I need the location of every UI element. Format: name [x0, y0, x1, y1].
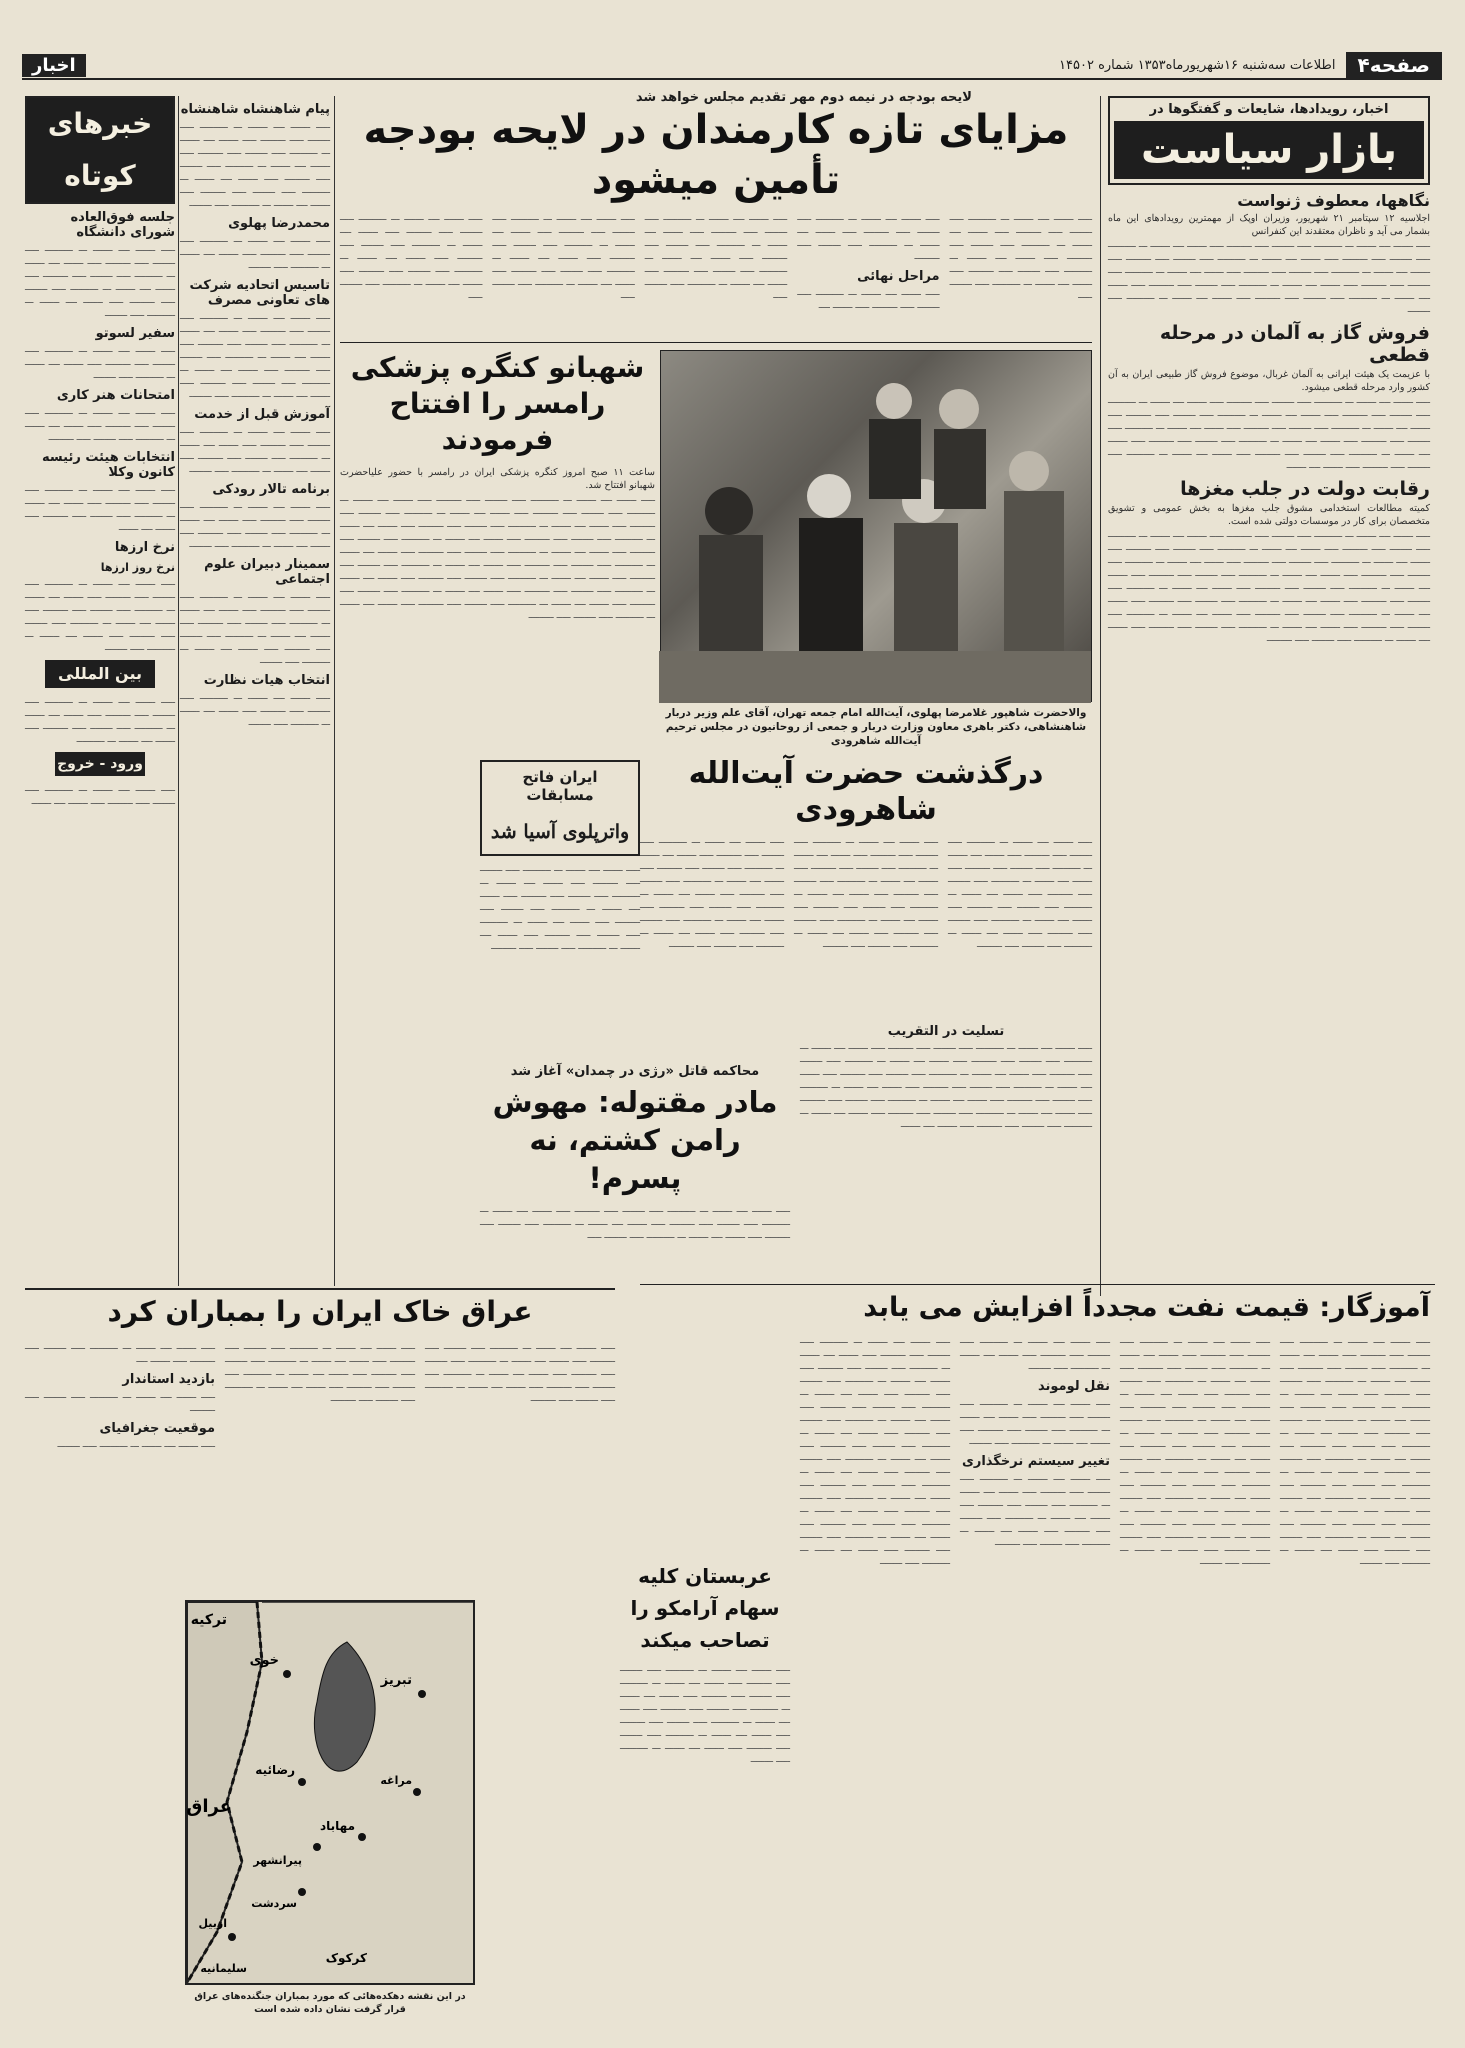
congress-headline: شهبانو کنگره پزشکی رامسر را افتتاح فرمودند [350, 351, 645, 456]
politics-item1-text: اجلاسیه ۱۲ سپتامبر ۲۱ شهریور، وزیران اوپک از مهمترین رویدادهای این ماه بشمار می آید و ناظران معتقدند این کنفرانس [1108, 213, 1430, 237]
budget-story [340, 90, 1092, 340]
map-label-sulaymaniyah: سلیمانیه [200, 1962, 247, 1975]
filler-text: ـــــ ـــــــ ــــ ـــــــ ـــ ــــــــــ ـــــ ــــــــ ـــــ ـــــــــ ـــــ ـــــــ ــــ ـــــــ ـــ ــــــــــ ـــــ ــــــــ ـــــ ـــــــــ ـــــ ـــــــ ــــ ـــــــ ـــ ــــــــــ ـــــ ــــــــ [180, 500, 330, 550]
trial-headline: مادر مقتوله: مهوش رامن کشتم، نه پسرم! [492, 1085, 778, 1195]
filler-text: ـــــ ـــــــ ــــ ـــــــ ـــ ــــــــــ ـــــ ــــــــ ـــــ ـــــــــ ـــــ ـــــــ ــــ ـــــــ ـــ ــــــــــ ـــــ ــــــــ ـــــ ـــــــــ ـــــ ـــــــ ــــ ـــــــ ـــ ــــــــــ ـــــ ــــــــ ـــــ ـــــــــ ـــــ ـــــــ ــــ ـــــــ ـــ ــــــــــ ـــــ ــــــــ [25, 243, 175, 319]
filler-text: ـــــ ـــــــ ــــ ـــــــ ـــ ــــــــــ ـــــ ــــــــ ـــــ ـــــــــ ـــــ ـــــــ ــــ ـــــــ ـــ ــــــــــ ـــــ ــــــــ ـــــ ـــــــــ ـــــ ـــــــ ــــ ـــــــ ـــ ــــــــــ ـــــ ــــــــ ـــــ ـــــــــ ـــــ ـــــــ ــــ ـــــــ ـــ ــــــــــ ـــــ ــــــــ ـــــ ـــــــــ ـــــ ـــــــ ــــ ـــــــ ـــ ــــــــــ ـــــ ــــــــ ـــــ ـــــــــ ـــــ ـــــــ ــــ ـــــــ ـــ ــــــــــ ـــــ ــــــــ ـــــ ـــــــــ ـــــ ـــــــ ــــ ـــــــ ـــ ــــــــــ ـــــ ــــــــ ـــــ ـــــــــ ـــــ ـــــــ ــــ ـــــــ ـــ ــــــــــ ـــــ ــــــــ ـــــ ـــــــــ ـــــ ـــــــ ــــ ـــــــ ـــ ــــــــــ ـــــ ــــــــ ـــــ ـــــــــ ـــــ ـــــــ ــــ ـــــــ ـــ ــــــــــ ـــــ ــــــــ ـــــ ـــــــــ ـــــ ـــــــ ــــ ـــــــ ـــ ــــــــــ ـــــ ــــــــ ـــــ ـــــــــ ـــــ ـــــــ ــــ ـــــــ ـــ ــــــــــ ـــــ ــــــــ [1120, 1335, 1270, 1567]
filler-text: ـــــ ـــــــ ــــ ـــــــ ـــ ــــــــــ ـــــ ــــــــ ـــــ ـــــــــ ـــــ ـــــــ ــــ ـــــــ ـــ ــــــــــ ـــــ ــــــــ ـــــ ـــــــــ ـــــ ـــــــ ــــ ـــــــ ـــ ــــــــــ ـــــ ــــــــ ـــــ ـــــــــ ـــــ ـــــــ ــــ ـــــــ ـــ ــــــــــ ـــــ ــــــــ [25, 577, 175, 653]
lake-urmia [314, 1642, 375, 1771]
budget-columns [340, 211, 1092, 312]
training-title: آموزش قبل از خدمت [194, 407, 330, 422]
oil-sub2: تغییر سیستم نرخگذاری [961, 1454, 1110, 1469]
oil-headline: آموزگار: قیمت نفت مجدداً افزایش می یابد [863, 1292, 1430, 1323]
page-label: صفحه۴ [1346, 52, 1442, 78]
shahroudi-headline: درگذشت حضرت آیت‌الله شاهرودی [688, 756, 1044, 827]
map-graphic [187, 1602, 473, 1983]
oil-columns [800, 1334, 1430, 1568]
condolence-title-text: تسلیت در التقریب [887, 1024, 1005, 1039]
filler-text: ـــــ ـــــــ ــــ ـــــــ ـــ ــــــــــ ـــــ ــــــــ ـــــ ـــــــــ ـــــ ـــــــ ــــ ـــــــ [25, 783, 175, 807]
column-rule [178, 96, 179, 1286]
map-label-maragheh: مراغه [380, 1774, 412, 1787]
section-label: اخبار [22, 54, 86, 77]
politics-item2-title: فروش گاز به آلمان در مرحله قطعی [1159, 322, 1430, 366]
filler-text: ـــــ ـــــــ ــــ ـــــــ ـــ ــــــــــ ـــــ ــــــــ ـــــ ـــــــــ ـــــ ـــــــ ــــ ـــــــ ـــ ــــــــــ ـــــ ــــــــ ـــــ ـــــــــ ـــــ ـــــــ ــــ ـــــــ ـــ ــــــــــ ـــــ ــــــــ ـــــ ـــــــــ ـــــ ـــــــ ــــ ـــــــ ـــ ــــــــــ ـــــ ــــــــ ـــــ ـــــــــ ـــــ ـــــــ ــــ ـــــــ ـــ ــــــــــ ـــــ ــــــــ ـــــ ـــــــــ ـــــ ـــــــ ــــ ـــــــ ـــ ــــــــــ ـــــ ــــــــ ـــــ ـــــــــ [948, 835, 1092, 950]
condolence-title [800, 1018, 1092, 1038]
map-label-rezaieh: رضائیه [255, 1763, 295, 1777]
map-label-erbil: اربیل [198, 1917, 227, 1930]
coop-title: تاسیس اتحادیه شرکت های تعاونی مصرف [189, 278, 330, 308]
filler-text: ـــــ ـــــــ ــــ ـــــــ ـــ ــــــــــ ـــــ ــــــــ ـــــ ـــــــــ ـــــ ـــــــ ــــ ـــــــ ـــ ــــــــــ ـــــ ــــــــ ـــــ ـــــــــ ـــــ ـــــــ ــــ ـــــــ ـــ ــــــــــ ـــــ ــــــــ ـــــ ـــــــــ ـــــ ـــــــ ــــ ـــــــ ـــ ــــــــــ ـــــ ــــــــ ـــــ ـــــــــ ـــــ ـــــــ ــــ ـــــــ ـــ ــــــــــ ـــــ ــــــــ ـــــ ـــــــــ ـــــ ـــــــ ــــ ـــــــ ـــ ــــــــــ ـــــ ــــــــ ـــــ ـــــــــ ـــــ ـــــــ ــــ ـــــــ ـــ ــــــــــ ـــــ ــــــــ ـــــ ـــــــــ ـــــ ـــــــ ــــ ـــــــ ـــ ــــــــــ ـــــ ــــــــ [1108, 239, 1430, 315]
map-label-turkey: ترکیه [190, 1612, 227, 1628]
filler-text: ـــــ ـــــــ ــــ ـــــــ ـــ ــــــــــ ـــــ ــــــــ ـــــ ـــــــــ ـــــ ـــــــ ــــ ـــــــ ـــ ــــــــــ ـــــ ــــــــ ـــــ ـــــــــ ـــــ ـــــــ ــــ ـــــــ [25, 483, 175, 533]
filler-text: ـــــ ـــــــ ــــ ـــــــ ـــ ــــــــــ ـــــ ــــــــ ـــــ ـــــــــ ـــــ ـــــــ ــــ ـــــــ ـــ ــــــــــ ـــــ ــــــــ ـــــ ـــــــــ ـــــ ـــــــ ــــ ـــــــ ـــ ــــــــــ [25, 695, 175, 745]
map-label-sardasht: سردشت [251, 1897, 297, 1910]
iraq-sub1: بازدید استاندار [122, 1372, 215, 1387]
city-dot [298, 1778, 306, 1786]
filler-text: ـــــ ـــــــ ــــ ـــــــ ـــ ــــــــــ ـــــ ــــــــ ـــــ ـــــــــ ـــــ ـــــــ ــــ ـــــــ ـــ ــــــــــ ـــــ ــــــــ ـــــ ـــــــــ ـــــ ـــــــ ــــ ـــــــ ـــ ــــــــــ ـــــ ــــــــ [960, 1397, 1110, 1447]
iraq-col-3 [25, 1340, 215, 1451]
rates-title: نرخ ارزها [114, 540, 175, 555]
filler-text: ـــــ ـــــــ ــــ ـــــــ ـــ ــــــــــ ـــــ ــــــــ ـــــ ـــــــــ ـــــ ـــــــ ــــ ـــــــ ـــ ــــــــــ ـــــ ــــــــ ـــــ ـــــــــ ـــــ ـــــــ ــــ ـــــــ ـــ ــــــــــ ـــــ ــــــــ ـــــ ـــــــــ ـــــ ـــــــ ــــ ـــــــ ـــ ــــــــــ ـــــ ــــــــ ـــــ ـــــــــ [425, 1341, 615, 1404]
rule [640, 1284, 1435, 1285]
arrivals-banner: ورود - خروج [55, 752, 145, 776]
issue-line: اطلاعات سه‌شنبه ۱۶شهریورماه۱۳۵۳ شماره ۱۴۵۰۲ [1059, 57, 1336, 73]
filler-text: ـــــ ـــــــ ــــ ـــــــ ـــ ــــــــــ ـــــ ــــــــ ـــــ ـــــــــ ـــــ ـــــــ ــــ ـــــــ ـــ ــــــــــ ـــــ ــــــــ ـــــ ـــــــــ ـــــ ـــــــ ــــ ـــــــ ـــ ــــــــــ ـــــ ــــــــ ـــــ ـــــــــ ـــــ ـــــــ ــــ ـــــــ ـــ ــــــــــ ـــــ ــــــــ ـــــ ـــــــــ ـــــ ـــــــ ــــ ـــــــ ـــ ــــــــــ ـــــ ــــــــ [180, 120, 330, 209]
filler-text: ـــــ ـــــــ ــــ ـــــــ ـــ ــــــــــ ـــــ ــــــــ ـــــ ـــــــــ [25, 1390, 215, 1414]
map-label-khoy: خوی [249, 1653, 279, 1668]
iraq-sub2: موقعیت جغرافیای [99, 1421, 215, 1436]
exams-title: امتحانات هنر کاری [56, 388, 175, 403]
filler-text: ـــــ ـــــــ ــــ ـــــــ ـــ ــــــــــ ـــــ ــــــــ ـــــ ـــــــــ ـــــ ـــــــ ــــ ـــــــ ـــ ــــــــــ ـــــ ــــــــ [960, 1335, 1110, 1372]
city-dot [418, 1690, 426, 1698]
politics-column [1108, 96, 1430, 1281]
seminar-title: سمینار دبیران علوم اجتماعی [204, 557, 330, 587]
oil-col-3 [960, 1334, 1110, 1568]
filler-text: ـــــ ـــــــ ــــ ـــــــ ـــ ــــــــــ ـــــ ــــــــ ـــــ ـــــــــ ـــــ ـــــــ ــــ ـــــــ ـــ ــــــــــ ـــــ ــــــــ ـــــ ـــــــــ ـــــ ـــــــ ــــ ـــــــ ـــ ــــــــــ ـــــ ــــــــ ـــــ ـــــــــ ـــــ ـــــــ ــــ ـــــــ ـــ ــــــــــ ـــــ ــــــــ ـــــ [492, 212, 635, 301]
city-dot [283, 1670, 291, 1678]
trial-story [480, 1064, 790, 1280]
shahroudi-columns [640, 834, 1092, 951]
budget-headline: مزایای تازه کارمندان در لایحه بودجه تأمین میشود [363, 107, 1069, 203]
filler-text: ـــــ ـــــــ ــــ ـــــــ ـــ ــــــــــ ـــــ ــــــــ ـــــ ـــــــــ ـــــ ـــــــ ــــ ـــــــ ـــ ــــــــــ ـــــ ــــــــ ـــــ ـــــــــ [797, 212, 940, 262]
aramco-headline: عربستان کلیه سهام آرامکو را تصاحب میکند [630, 1564, 780, 1652]
khodagram-title: برنامه تالار رودکی [212, 482, 330, 497]
politics-title: بازار سیاست [1114, 121, 1424, 179]
mourning-ceremony-photo [660, 350, 1092, 702]
filler-text: ـــــ ـــــــ ــــ ـــــــ ـــ ــــــــــ ـــــ ــــــــ ـــــ ـــــــــ ـــــ ـــــــ ــــ ـــــــ ـــ ــــــــــ ـــــ ــــــــ ـــــ ـــــــــ ـــــ ـــــــ ــــ ـــــــ ـــ ــــــــــ ـــــ ــــــــ ـــــ ـــــــــ ـــــ ـــــــ ــــ ـــــــ ـــ ــــــــــ ـــــ ــــــــ ـــــ ـــــــــ ـــــ ـــــــ ــــ ـــــــ ـــ ــــــــــ ـــــ ــــــــ ـــــ ـــــــــ ـــــ ـــــــ ــــ ـــــــ ـــ ــــــــــ ـــــ ــــــــ ـــــ ـــــــــ ـــــ ـــــــ ــــ ـــــــ ـــ ــــــــــ ـــــ ــــــــ ـــــ ـــــــــ ـــــ ـــــــ ــــ ـــــــ ـــ ــــــــــ ـــــ ــــــــ ـــــ ـــــــــ ـــــ ـــــــ ــــ ـــــــ ـــ ــــــــــ ـــــ ــــــــ ـــــ ـــــــــ ـــــ ـــــــ ــــ ـــــــ [800, 1041, 1092, 1130]
sports-headline: واترپلوی آسیا شد [490, 821, 630, 843]
iraq-headline: عراق خاک ایران را بمباران کرد [107, 1295, 533, 1328]
trial-kicker: محاکمه قاتل «رژی در چمدان» آغاز شد [510, 1064, 760, 1079]
shah-message-title: پیام شاهنشاه شاهنشاه [180, 102, 330, 117]
budget-col-2 [797, 211, 939, 312]
rates-subtitle: نرخ روز ارزها [100, 561, 175, 574]
filler-text: ـــــ ـــــــ ــــ ـــــــ ـــ ــــــــــ ـــــ ــــــــ ـــــ ـــــــــ ـــــ ـــــــ ــــ [797, 287, 940, 311]
queen-title: محمدرضا پهلوی [228, 216, 330, 231]
filler-text: ـــــ ـــــــ ــــ ـــــــ ـــ ــــــــــ ـــــ ــــــــ ـــــ ـــــــــ ـــــ ـــــــ ــــ ـــــــ ـــ ــــــــــ ـــــ ــــــــ ـــــ ـــــــــ ـــــ ـــــــ ــــ ـــــــ ـــ ــــــــــ ـــــ ــــــــ ـــــ ـــــــــ ـــــ ـــــــ ــــ ـــــــ ـــ ــــــــــ ـــــ ــــــــ ـــــ ـــــــــ ـــــ ـــــــ ــــ ـــــــ ـــ ــــــــــ ـــــ ــــــــ ـــــ ـــــــــ ـــــ ـــــــ ــــ ـــــــ ـــ ــــــــــ ـــــ ــــــــ ـــــ ـــــــــ ـــــ ـــــــ ــــ ـــــــ ـــ ــــــــــ ـــــ ــــــــ ـــــ ـــــــــ ـــــ ـــــــ ــــ ـــــــ ـــ ــــــــــ ـــــ ــــــــ ـــــ ـــــــــ ـــــ ـــــــ ــــ ـــــــ ـــ ــــــــــ ـــــ ــــــــ ـــــ ـــــــــ ـــــ ـــــــ ــــ ـــــــ ـــ ــــــــــ ـــــ ــــــــ ـــــ ـــــــــ ـــــ ـــــــ ــــ ـــــــ ـــ ــــــــــ ـــــ ــــــــ ـــــ ـــــــــ ـــــ ـــــــ ــــ ـــــــ ـــ ــــــــــ ـــــ ــــــــ [1280, 1335, 1430, 1567]
map-label-tabriz: تبریز [380, 1673, 412, 1688]
filler-text: ـــــ ـــــــ ــــ ـــــــ ـــ ــــــــــ ـــــ ــــــــ ـــــ ـــــــــ ـــــ ـــــــ ــــ ـــــــ ـــ ــــــــــ ـــــ ــــــــ [180, 234, 330, 271]
iraq-columns [25, 1340, 615, 1451]
rule [25, 1288, 615, 1290]
politics-item1-title: نگاهها، معطوف ژنواست [1237, 191, 1430, 210]
aramco-story [620, 1560, 790, 2030]
city-dot [358, 1833, 366, 1841]
filler-text: ـــــ ـــــــ ــــ ـــــــ ـــ ــــــــــ ـــــ ــــــــ ـــــ ـــــــــ ـــــ ـــــــ ــــ ـــــــ ـــ ــــــــــ ـــــ ــــــــ ـــــ ـــــــــ ـــــ ـــــــ ــــ ـــــــ ـــ ــــــــــ ـــــ ــــــــ ـــــ ـــــــــ ـــــ ـــــــ ــــ ـــــــ ـــ ــــــــــ ـــــ ــــــــ ـــــ [339, 212, 483, 301]
sports-text [480, 862, 640, 1062]
city-dot [313, 1843, 321, 1851]
oil-story [800, 1290, 1430, 2030]
iraq-border-map [185, 1600, 475, 1985]
filler-text: ـــــ ـــــــ ــــ ـــــــ ـــ ــــــــــ ـــــ ــــــــ ـــــ ـــــــــ ـــــ ـــــــ ــــ ـــــــ ـــ ــــــــــ ـــــ ــــــــ ـــــ ـــــــــ ـــــ ـــــــ ــــ ـــــــ ـــ ــــــــــ ـــــ ــــــــ ـــــ ـــــــــ ـــــ ـــــــ ــــ ـــــــ ـــ ــــــــــ ـــــ ــــــــ ـــــ ـــــــــ ـــــ ـــــــ ــــ ـــــــ ـــ ــــــــــ ـــــ ــــــــ [180, 311, 330, 400]
filler-text: ـــــ ـــــــ ــــ ـــــــ ـــ ــــــــــ ـــــ ــــــــ ـــــ ـــــــــ ـــــ ـــــــ ــــ ـــــــ ـــ ــــــــــ ـــــ ــــــــ ـــــ ـــــــــ ـــــ ـــــــ ــــ ـــــــ ـــ ــــــــــ ـــــ ــــــــ ـــــ ـــــــــ ـــــ ـــــــ ــــ ـــــــ ـــ ــــــــــ ـــــ ــــــــ ـــــ ـــــــــ [960, 1472, 1110, 1548]
city-dot [228, 1933, 236, 1941]
elections-title: انتخابات هیئت رئیسه کانون وکلا [42, 450, 175, 480]
map-label-mahabad: مهاباد [319, 1819, 355, 1833]
filler-text: ـــــ ـــــــ ــــ ـــــــ ـــ ــــــــــ ـــــ ــــــــ ـــــ ـــــــــ ـــــ ـــــــ ــــ ـــــــ ـــ ــــــــــ ـــــ ــــــــ ـــــ ـــــــــ ـــــ ـــــــ ــــ ـــــــ ـــ ــــــــــ ـــــ ــــــــ ـــــ ـــــــــ ـــــ ـــــــ ــــ ـــــــ ـــ ــــــــــ ـــــ ــــــــ ـــــ [949, 212, 1092, 301]
filler-text: ـــــ ـــــــ ــــ ـــــــ ـــ ــــــــــ ـــــ ــــــــ ـــــ ـــــــــ ـــــ ـــــــ ــــ ـــــــ ـــ ــــــــــ ـــــ ــــــــ ـــــ ـــــــــ ـــــ ـــــــ ــــ ـــــــ ـــ ــــــــــ ـــــ ــــــــ ـــــ ـــــــــ ـــــ ـــــــ ــــ ـــــــ ـــ ــــــــــ ـــــ ــــــــ ـــــ ـــــــــ ـــــ ـــــــ ــــ ـــــــ ـــ ــــــــــ ـــــ ــــــــ ـــــ ـــــــــ [480, 863, 640, 952]
column-rule [1100, 96, 1101, 1296]
sports-kicker: ایران فاتح مسابقات [522, 768, 598, 804]
map-caption: در این نقشه دهکده‌هائی که مورد بمباران جنگنده‌های عراق قرار گرفت نشان داده شده است [194, 1991, 466, 2015]
iraq-headline-box [25, 1294, 615, 1334]
politics-banner [1108, 96, 1430, 185]
photo-caption: والاحضرت شاهپور غلامرضا پهلوی، آیت‌الله امام جمعه تهران، آقای علم وزیر دربار شاهنشاهی، دکتر باهری معاون وزارت دربار و جمعی از روحانیون در مجلس ترحیم آیت‌الله شاهرودی [665, 707, 1087, 747]
filler-text: ـــــ ـــــــ ــــ ـــــــ ـــ ــــــــــ ـــــ ــــــــ ـــــ ـــــــــ ـــــ ـــــــ ــــ ـــــــ ـــ ــــــــــ ـــــ ــــــــ ـــــ ـــــــــ ـــــ ـــــــ ــــ ـــــــ ـــ ــــــــــ ـــــ ــــــــ ـــــ ـــــــــ ـــــ ـــــــ ــــ ـــــــ ـــ ــــــــــ ـــــ ــــــــ ـــــ ـــــــــ ـــــ ـــــــ ــــ ـــــــ ـــ ــــــــــ ـــــ ــــــــ ـــــ ـــــــــ ـــــ ـــــــ ــــ ـــــــ ـــ ــــــــــ ـــــ ــــــــ ـــــ ـــــــــ ـــــ ـــــــ ــــ ـــــــ ـــ ــــــــــ ـــــ ــــــــ ـــــ ـــــــــ ـــــ ـــــــ ــــ ـــــــ ـــ ــــــــــ ـــــ ــــــــ ـــــ ـــــــــ ـــــ ـــــــ ــــ ـــــــ [1108, 395, 1430, 471]
budget-subhead: مراحل نهائی [857, 269, 940, 284]
history-banner: بین المللی [45, 660, 155, 688]
sports-box [480, 760, 640, 856]
filler-text: ـــــ ـــــــ ــــ ـــــــ ـــ ــــــــــ ـــــ ــــــــ ـــــ ـــــــــ ـــــ ـــــــ ــــ ـــــــ ـــ ــــــــــ ـــــ ــــــــ ـــــ ـــــــــ ـــــ ـــــــ ــــ ـــــــ ـــ ــــــــــ ـــــ ــــــــ ـــــ ـــــــــ ـــــ ـــــــ ــــ ـــــــ ـــ ــــــــــ ـــــ ــــــــ ـــــ [480, 1204, 790, 1241]
filler-text: ـــــ ـــــــ ــــ ـــــــ ـــ ــــــــــ ـــــ ــــــــ ـــــ ـــــــــ ـــــ ـــــــ ــــ [25, 1341, 215, 1365]
filler-text: ـــــ ـــــــ ــــ ـــــــ ـــ ــــــــــ ـــــ ــــــــ ـــــ ـــــــــ ـــــ ـــــــ ــــ ـــــــ ـــ ــــــــــ ـــــ ــــــــ ـــــ ـــــــــ ـــــ ـــــــ ــــ ـــــــ ـــ ــــــــــ ـــــ ــــــــ ـــــ ـــــــــ ـــــ ـــــــ ــــ ـــــــ ـــ ــــــــــ ـــــ ــــــــ ـــــ ـــــــــ [225, 1341, 415, 1404]
politics-item3-text: کمیته مطالعات استخدامی مشوق جلب مغزها به بخش عمومی و تشویق متخصصان برای کار در موسسات دولتی شده است. [1108, 503, 1430, 527]
middle-column [180, 96, 330, 1286]
left-column [25, 96, 175, 1286]
filler-text: ـــــ ـــــــ ــــ ـــــــ ـــ ــــــــــ ـــــ ــــــــ ـــــ ـــــــــ ـــــ ـــــــ ــــ ـــــــ ـــ ــــــــــ ـــــ ــــــــ ـــــ ـــــــــ ـــــ ـــــــ ــــ ـــــــ ـــ ــــــــــ ـــــ ــــــــ ـــــ ـــــــــ ـــــ ـــــــ ــــ ـــــــ ـــ ــــــــــ ـــــ ــــــــ [180, 590, 330, 666]
filler-text: ـــــ ـــــــ ــــ ـــــــ ـــ ــــــــــ ـــــ ــــــــ ـــــ ـــــــــ ـــــ ـــــــ ــــ ـــــــ ـــ ــــــــــ ـــــ ــــــــ ـــــ ـــــــــ ـــــ ـــــــ ــــ ـــــــ ـــ ــــــــــ ـــــ ــــــــ ـــــ ـــــــــ ـــــ ـــــــ ــــ ـــــــ ـــ ــــــــــ ـــــ ــــــــ ـــــ ـــــــــ ـــــ ـــــــ ــــ ـــــــ ـــ ــــــــــ ـــــ ــــــــ ـــــ ـــــــــ ـــــ ـــــــ ــــ ـــــــ ـــ ــــــــــ ـــــ ــــــــ ـــــ ـــــــــ [640, 835, 784, 950]
filler-text: ـــــ ـــــــ ــــ ـــــــ ـــ ــــــــــ ـــــ ــــــــ [57, 1439, 215, 1450]
side-headline: جلسه فوق‌العاده شورای دانشگاه [70, 210, 175, 240]
masthead [22, 52, 1442, 80]
filler-text: ـــــ ـــــــ ــــ ـــــــ ـــ ــــــــــ ـــــ ــــــــ ـــــ ـــــــــ ـــــ ـــــــ ــــ ـــــــ ـــ ــــــــــ ـــــ ــــــــ ـــــ ـــــــــ ـــــ ـــــــ ــــ ـــــــ ـــ ــــــــــ ـــــ ــــــــ ـــــ ـــــــــ ـــــ ـــــــ ــــ ـــــــ ـــ ــــــــــ ـــــ ــــــــ ـــــ ـــــــــ ـــــ ـــــــ ــــ ـــــــ ـــ ــــــــــ ـــــ ــــــــ ـــــ ـــــــــ ـــــ ـــــــ ــــ ـــــــ ـــ ــــــــــ ـــــ ــــــــ ـــــ ـــــــــ ـــــ ـــــــ ــــ ـــــــ ـــ ــــــــــ ـــــ ــــــــ ـــــ ـــــــــ ـــــ ـــــــ ــــ ـــــــ ـــ ــــــــــ ـــــ ــــــــ ـــــ ـــــــــ ـــــ ـــــــ ــــ ـــــــ ـــ ــــــــــ ـــــ ــــــــ ـــــ ـــــــــ ـــــ ـــــــ ــــ ـــــــ ـــ ــــــــــ ـــــ ــــــــ ـــــ ـــــــــ ـــــ ـــــــ ــــ ـــــــ ـــ ــــــــــ ـــــ ــــــــ ـــــ ـــــــــ ـــــ ـــــــ ــــ ـــــــ ـــ ــــــــــ ـــــ ــــــــ ـــــ ـــــــــ ـــــ ـــــــ ــــ ـــــــ ـــ ــــــــــ ـــــ ــــــــ ـــــ ـــــــــ ـــــ ـــــــ ــــ ـــــــ ـــ ــــــــــ ـــــ ــــــــ ـــــ ـــــــــ [340, 493, 655, 621]
filler-text: ـــــ ـــــــ ــــ ـــــــ ـــ ــــــــــ ـــــ ــــــــ ـــــ ـــــــــ ـــــ ـــــــ ــــ ـــــــ ـــ ــــــــــ ـــــ ــــــــ ـــــ ـــــــــ ـــــ ـــــــ ــــ ـــــــ ـــ ــــــــــ ـــــ ــــــــ ـــــ ـــــــــ ـــــ ـــــــ ــــ ـــــــ ـــ ــــــــــ ـــــ ــــــــ ـــــ [644, 212, 788, 301]
filler-text: ـــــ ـــــــ ــــ ـــــــ ـــ ــــــــــ ـــــ ــــــــ ـــــ ـــــــــ ـــــ ـــــــ ــــ ـــــــ ـــ ــــــــــ ـــــ ــــــــ ـــــ ـــــــــ [25, 406, 175, 443]
sports-title: سفیر لسوتو [95, 326, 175, 341]
column-rule [334, 96, 335, 1286]
politics-item2-text: با عزیمت یک هیئت ایرانی به آلمان غربال، موضوع فروش گاز طبیعی ایران به آن کشور وارد مرحله قطعی میشود. [1108, 369, 1430, 393]
photo-figures [659, 351, 1091, 703]
filler-text: ـــــ ـــــــ ــــ ـــــــ ـــ ــــــــــ ـــــ ــــــــ ـــــ ـــــــــ ـــــ ـــــــ ــــ ـــــــ ـــ ــــــــــ ـــــ ــــــــ ـــــ ـــــــــ ـــــ ـــــــ ــــ ـــــــ ـــ ــــــــــ ـــــ ــــــــ ـــــ ـــــــــ ـــــ ـــــــ ــــ ـــــــ ـــ ــــــــــ ـــــ ــــــــ ـــــ ـــــــــ ـــــ ـــــــ ــــ ـــــــ ـــ ــــــــــ ـــــ ــــــــ ـــــ ـــــــــ ـــــ ـــــــ ــــ ـــــــ ـــ ــــــــــ ـــــ ــــــــ [620, 1663, 790, 1765]
congress-story [340, 350, 655, 730]
politics-item3-title: رقابت دولت در جلب مغزها [1180, 478, 1430, 500]
filler-text: ـــــ ـــــــ ــــ ـــــــ ـــ ــــــــــ ـــــ ــــــــ ـــــ ـــــــــ ـــــ ـــــــ ــــ ـــــــ ـــ ــــــــــ ـــــ ــــــــ [25, 344, 175, 381]
rule [340, 342, 1092, 343]
budget-kicker: لایحه بودجه در نیمه دوم مهر تقدیم مجلس خواهد شد [635, 90, 972, 105]
map-label-iraq: عراق [187, 1796, 232, 1817]
politics-kicker: اخبار، رویدادها، شایعات و گفتگوها در [1149, 102, 1389, 117]
city-dot [413, 1788, 421, 1796]
filler-text: ـــــ ـــــــ ــــ ـــــــ ـــ ــــــــــ ـــــ ــــــــ ـــــ ـــــــــ ـــــ ـــــــ ــــ ـــــــ ـــ ــــــــــ ـــــ ــــــــ ـــــ ـــــــــ ـــــ ـــــــ ــــ ـــــــ ـــ ــــــــــ ـــــ ــــــــ [180, 425, 330, 475]
map-label-kirkuk: کرکوک [325, 1951, 367, 1965]
condolence-text [800, 1040, 1092, 1260]
filler-text: ـــــ ـــــــ ــــ ـــــــ ـــ ــــــــــ ـــــ ــــــــ ـــــ ـــــــــ ـــــ ـــــــ ــــ ـــــــ ـــ ــــــــــ ـــــ ــــــــ [180, 691, 330, 728]
oil-sub1: نقل لوموند [1038, 1379, 1110, 1394]
map-label-piranshahr: پیرانشهر [253, 1854, 302, 1867]
filler-text: ـــــ ـــــــ ــــ ـــــــ ـــ ــــــــــ ـــــ ــــــــ ـــــ ـــــــــ ـــــ ـــــــ ــــ ـــــــ ـــ ــــــــــ ـــــ ــــــــ ـــــ ـــــــــ ـــــ ـــــــ ــــ ـــــــ ـــ ــــــــــ ـــــ ــــــــ ـــــ ـــــــــ ـــــ ـــــــ ــــ ـــــــ ـــ ــــــــــ ـــــ ــــــــ ـــــ ـــــــــ ـــــ ـــــــ ــــ ـــــــ ـــ ــــــــــ ـــــ ــــــــ ـــــ ـــــــــ ـــــ ـــــــ ــــ ـــــــ ـــ ــــــــــ ـــــ ــــــــ ـــــ ـــــــــ ـــــ ـــــــ ــــ ـــــــ ـــ ــــــــــ ـــــ ــــــــ ـــــ ـــــــــ ـــــ ـــــــ ــــ ـــــــ ـــ ــــــــــ ـــــ ــــــــ ـــــ ـــــــــ ـــــ ـــــــ ــــ ـــــــ ـــ ــــــــــ ـــــ ــــــــ ـــــ ـــــــــ ـــــ ـــــــ ــــ ـــــــ ـــ ــــــــــ ـــــ ــــــــ ـــــ ـــــــــ ـــــ ـــــــ ــــ ـــــــ ـــ ــــــــــ ـــــ ــــــــ ـــــ ـــــــــ ـــــ ـــــــ ــــ ـــــــ ـــ ــــــــــ ـــــ ــــــــ ـــــ ـــــــــ ـــــ ـــــــ ــــ ـــــــ ـــ ــــــــــ ـــــ ــــــــ ـــــ ـــــــــ [1108, 529, 1430, 644]
short-news-banner: خبرهای کوتاه [25, 96, 175, 204]
filler-text: ـــــ ـــــــ ــــ ـــــــ ـــ ــــــــــ ـــــ ــــــــ ـــــ ـــــــــ ـــــ ـــــــ ــــ ـــــــ ـــ ــــــــــ ـــــ ــــــــ ـــــ ـــــــــ ـــــ ـــــــ ــــ ـــــــ ـــ ــــــــــ ـــــ ــــــــ ـــــ ـــــــــ ـــــ ـــــــ ــــ ـــــــ ـــ ــــــــــ ـــــ ــــــــ ـــــ ـــــــــ ـــــ ـــــــ ــــ ـــــــ ـــ ــــــــــ ـــــ ــــــــ ـــــ ـــــــــ ـــــ ـــــــ ــــ ـــــــ ـــ ــــــــــ ـــــ ــــــــ ـــــ ـــــــــ ـــــ ـــــــ ــــ ـــــــ ـــ ــــــــــ ـــــ ــــــــ ـــــ ـــــــــ ـــــ ـــــــ ــــ ـــــــ ـــ ــــــــــ ـــــ ــــــــ ـــــ ـــــــــ ـــــ ـــــــ ــــ ـــــــ ـــ ــــــــــ ـــــ ــــــــ ـــــ ـــــــــ ـــــ ـــــــ ــــ ـــــــ ـــ ــــــــــ ـــــ ــــــــ ـــــ ـــــــــ ـــــ ـــــــ ــــ ـــــــ ـــ ــــــــــ ـــــ ــــــــ ـــــ ـــــــــ ـــــ ـــــــ ــــ ـــــــ ـــ ــــــــــ ـــــ ــــــــ [800, 1335, 950, 1567]
congress-text: ساعت ۱۱ صبح امروز کنگره پزشکی ایران در رامسر با حضور علیاحضرت شهبانو افتتاح شد. [340, 467, 656, 491]
shahroudi-story [640, 756, 1092, 1016]
supervisors-title: انتخاب هیات نظارت [203, 673, 330, 688]
city-dot [298, 1888, 306, 1896]
filler-text: ـــــ ـــــــ ــــ ـــــــ ـــ ــــــــــ ـــــ ــــــــ ـــــ ـــــــــ ـــــ ـــــــ ــــ ـــــــ ـــ ــــــــــ ـــــ ــــــــ ـــــ ـــــــــ ـــــ ـــــــ ــــ ـــــــ ـــ ــــــــــ ـــــ ــــــــ ـــــ ـــــــــ ـــــ ـــــــ ــــ ـــــــ ـــ ــــــــــ ـــــ ــــــــ ـــــ ـــــــــ ـــــ ـــــــ ــــ ـــــــ ـــ ــــــــــ ـــــ ــــــــ ـــــ ـــــــــ ـــــ ـــــــ ــــ ـــــــ ـــ ــــــــــ ـــــ ــــــــ ـــــ ـــــــــ [794, 835, 938, 950]
